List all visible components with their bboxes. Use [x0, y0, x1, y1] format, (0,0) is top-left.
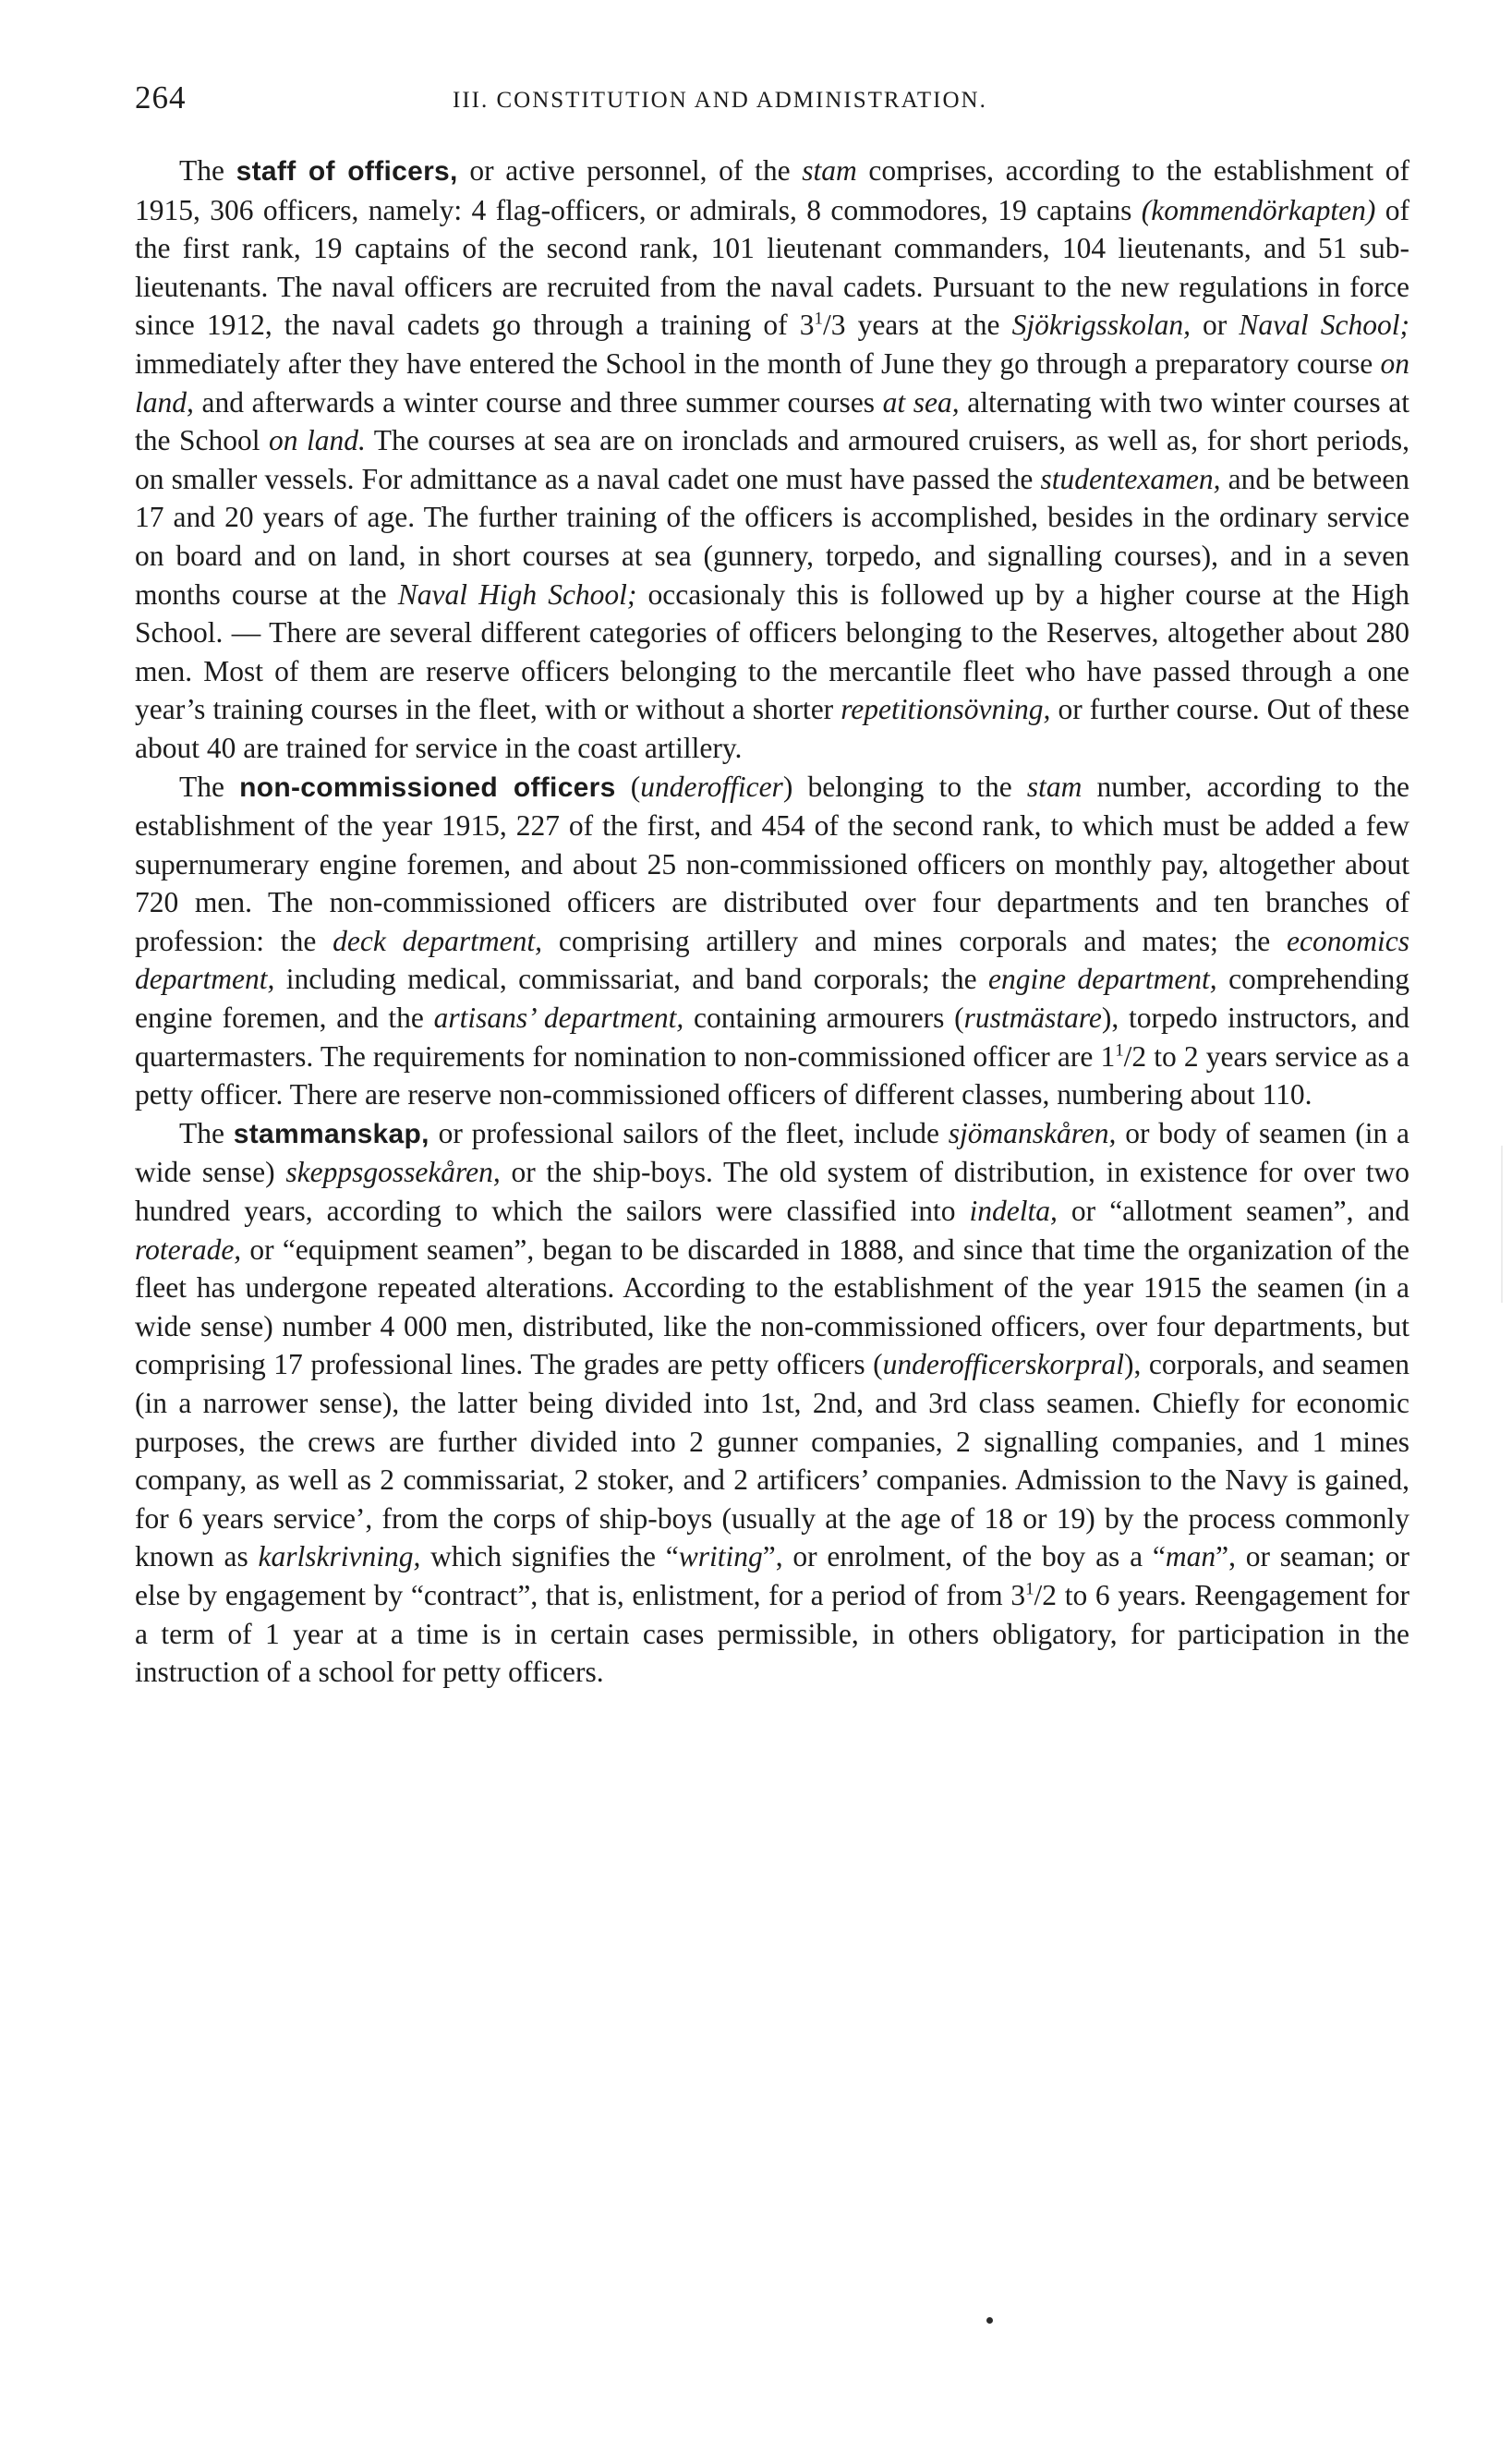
italic-term: man [1165, 1540, 1216, 1573]
text-run: ), corporals, and seamen (in a narrower sense), the latter being divided into 1st, 2nd, and 3rd class seamen. Chiefly for economic purposes, the crews are further divided into 2 gunner companies, 2 signalling companies, and 1 mines company, as well as 2 commissariat, 2 stoker, and 2 artificers’ companies. Admission to the Navy is gained, for 6 years service’, from the corps of ship-boys (usually at the age of 18 or 19) by the process commonly known as [135, 1348, 1409, 1573]
text-run: The [179, 154, 236, 187]
text-run: /3 years at the [822, 309, 1012, 342]
text-run: occasionaly this is followed up by a higher course at the High School. — There are several different categories of officers belonging to the Reserves, altogether about 280 men. Most of them are reserve officers belonging to the mercantile fleet who have passed through a one year’s training courses in the fleet, with or without a shorter [135, 577, 1409, 726]
text-run: comprises, according to the establishment of 1915, 306 officers, namely: 4 flag-officers, or admirals, 8 commodores, 19 captains [135, 154, 1409, 226]
text-run: or “allotment seamen”, and [1057, 1195, 1410, 1228]
scan-edge-mark [1501, 1146, 1503, 1303]
text-run: ( [615, 770, 641, 803]
text-run: ) belonging to the [782, 770, 1027, 803]
italic-term: Naval High School; [397, 577, 637, 611]
italic-term: underofficer [640, 770, 783, 803]
page-header [135, 79, 1409, 126]
italic-term: deck department, [333, 924, 543, 957]
text-run: alternating with two winter courses at the School [135, 385, 1409, 457]
italic-term: stam [802, 154, 857, 187]
italic-term: rustmästare [963, 1002, 1102, 1035]
italic-term: writing [678, 1540, 763, 1573]
italic-term: skeppsgossekåren, [285, 1156, 501, 1189]
text-run: and be between 17 and 20 years of age. The further training of the officers is accomplished, besides in the ordinary service on board and on land, in short courses at sea (gunnery, torpedo, and signalling courses), and in a seven months course at the [135, 462, 1410, 611]
italic-term: Sjökrigsskolan, [1011, 309, 1191, 342]
italic-term: stam [1026, 770, 1083, 803]
text-run: number, according to the establishment of the year 1915, 227 of the first, and 454 of the second rank, to which must be added a few supernumerary engine foremen, and about 25 non-commissioned officers on monthly pay, altogether about 720 men. The non-commissioned officers are distributed over four departments and ten branches of profession: the [135, 770, 1409, 957]
running-head: III. CONSTITUTION AND ADMINISTRATION. [453, 88, 987, 113]
text-run: /2 to 6 years. Reengagement for a term of 1 year at a time is in certain cases permissible, in others obligatory, for participation in the instruction of a school for petty officers. [135, 1578, 1409, 1689]
text-run: ”, or enrolment, of the boy as a “ [762, 1540, 1166, 1573]
italic-term: engine department, [987, 963, 1217, 996]
text-run: The courses at sea are on ironclads and armoured cruisers, as well as, for short periods, on smaller vessels. For admittance as a naval cadet one must have passed the [135, 424, 1409, 495]
italic-term: on land. [268, 424, 366, 457]
text-run: The [179, 1116, 234, 1149]
text-run: or further course. Out of these about 40 are trained for service in the coast artillery. [135, 693, 1409, 764]
superscript: 1 [1115, 1040, 1124, 1061]
text-run: which signifies the “ [420, 1540, 679, 1573]
text-run: or [1190, 309, 1240, 342]
italic-term: economics department, [135, 924, 1409, 996]
text-run: or active personnel, of the [457, 154, 803, 187]
text-run: or “equipment seamen”, began to be discarded in 1888, and since that time the organization of the fleet has undergone repeated alterations. According to the establishment of the year 1915 the seamen (in a wide sense) number 4 000 men, distributed, like the non-commissioned officers, over four departments, but comprising 17 professional lines. The grades are petty officers ( [135, 1233, 1409, 1381]
paragraph-non-commissioned-officers [135, 768, 1409, 1114]
italic-term: underofficerskorpral [882, 1348, 1124, 1381]
text-run: of the first rank, 19 captains of the second rank, 101 lieutenant commanders, 104 lieutenants, and 51 sub-lieutenants. The naval officers are recruited from the naval cadets. Pursuant to the new regulations in force since 1912, the naval cadets go through a training of 3 [135, 193, 1409, 342]
page-number: 264 [135, 79, 187, 115]
bold-term: staff of officers, [236, 156, 458, 187]
italic-term: repetitionsövning, [841, 693, 1051, 726]
text-run: and afterwards a winter course and three summer courses [193, 385, 883, 419]
text-run: containing armourers ( [683, 1002, 964, 1035]
text-run: including medical, commissariat, and band corporals; the [274, 963, 988, 996]
italic-term: on land, [135, 346, 1409, 419]
ink-speck [986, 2317, 993, 2324]
body-text [135, 152, 1409, 1692]
superscript: 1 [1025, 1579, 1034, 1599]
text-run: or professional sailors of the fleet, include [429, 1116, 949, 1149]
italic-term: (kommendörkapten) [1141, 193, 1376, 226]
italic-term: karlskrivning, [258, 1540, 421, 1573]
italic-term: sjömanskåren, [948, 1116, 1117, 1149]
text-run: ”, or seaman; or else by engagement by “contract”, that is, enlistment, for a period of from 3 [135, 1540, 1409, 1611]
text-run: /2 to 2 years service as a petty officer. There are reserve non-commissioned officers of different classes, numbering about 110. [135, 1039, 1409, 1111]
text-run: immediately after they have entered the School in the month of June they go through a preparatory course [135, 346, 1381, 380]
text-run: comprehending engine foremen, and the [135, 963, 1410, 1035]
italic-term: at sea, [882, 385, 960, 419]
italic-term: indelta, [969, 1195, 1058, 1228]
italic-term: artisans’ department, [433, 1002, 684, 1035]
page [135, 79, 1409, 1692]
text-run: or body of seamen (in a wide sense) [135, 1116, 1409, 1189]
paragraph-staff-of-officers [135, 152, 1409, 768]
paragraph-stammanskap [135, 1114, 1409, 1692]
bold-term: non-commissioned officers [239, 771, 616, 803]
text-run: comprising artillery and mines corporals and mates; the [542, 924, 1288, 957]
text-run: or the ship-boys. The old system of distribution, in existence for over two hundred years, according to which the sailors were classified into [135, 1156, 1410, 1228]
italic-term: roterade, [135, 1233, 242, 1266]
text-run: ), torpedo instructors, and quartermasters. The requirements for nomination to non-commissioned officer are 1 [135, 1002, 1410, 1073]
bold-term: stammanskap, [233, 1118, 429, 1149]
text-run: The [179, 770, 240, 803]
superscript: 1 [814, 309, 823, 329]
italic-term: studentexamen, [1040, 462, 1221, 495]
italic-term: Naval School; [1239, 309, 1409, 342]
